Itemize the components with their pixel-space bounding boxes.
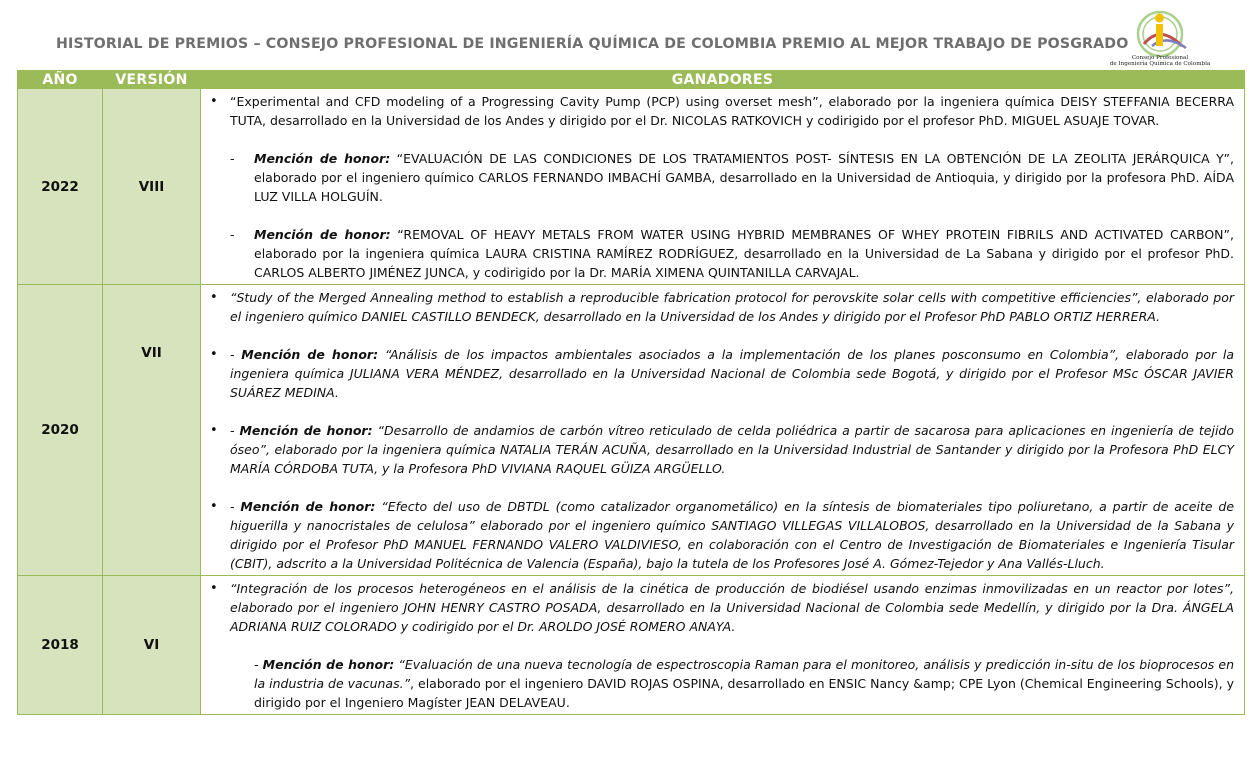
logo-caption: Consejo Profesional de Ingeniería Química de Colombia	[1109, 55, 1211, 68]
table-row	[18, 576, 1245, 715]
honor-entry: - Mención de honor: “REMOVAL OF HEAVY METALS FROM WATER USING HYBRID MEMBRANES OF WHEY PROTEIN FIBRILS AND ACTIVATED CARBON”, elaborado por la ingeniera química LAURA CRISTINA RAMÍREZ RODRÍGUEZ, desarrollado en la Universidad de La Sabana y dirigido por el profesor PhD. CARLOS ALBERTO JIMÉNEZ JUNCA, y codirigido por la Dr. MARÍA XIMENA QUINTANILLA CARVAJAL.	[230, 227, 1234, 280]
honor-entry: • - Mención de honor: “Análisis de los impactos ambientales asociados a la implementación de los planes posconsumo en Colombia”, elaborado por la ingeniera química JULIANA VERA MÉNDEZ, desarrollado en la Universidad Nacional de Colombia sede Bogotá, y dirigido por el Profesor MSc ÓSCAR JAVIER SUÁREZ MEDINA.	[207, 345, 1234, 402]
honor-label: Mención de honor:	[254, 151, 391, 166]
winners-cell	[201, 285, 1245, 576]
honor-entry: • - Mención de honor: “Desarrollo de andamios de carbón vítreo reticulado de celda poliédrica a partir de sacarosa para aplicaciones en ingeniería de tejido óseo”, elaborado por la ingeniera química NATALIA TERÁN ACUÑA, desarrollado en la Universidad Industrial de Santander y dirigido por la Profesora PhD ELCY MARÍA CÓRDOBA TUTA, y la Profesora PhD VIVIANA RAQUEL GÜIZA ARGÜELLO.	[207, 421, 1234, 478]
column-header-winners: GANADORES	[201, 71, 1245, 89]
version-cell: VI	[103, 576, 201, 715]
winner-entry: • “Study of the Merged Annealing method to establish a reproducible fabrication protocol for perovskite solar cells with competitive efficiencies”, elaborado por el ingeniero químico DANIEL CASTILLO BENDECK, desarrollado en la Universidad de los Andes y dirigido por el Profesor PhD PABLO ORTIZ HERRERA.	[207, 288, 1234, 326]
column-header-version: VERSIÓN	[103, 71, 201, 89]
version-cell: VIII	[103, 89, 201, 285]
honor-label: Mención de honor:	[254, 227, 391, 242]
year-cell: 2018	[18, 576, 103, 715]
honor-label: Mención de honor:	[239, 423, 373, 438]
awards-table	[17, 70, 1245, 715]
table-header-row	[18, 71, 1245, 89]
year-cell: 2020	[18, 285, 103, 576]
year-cell: 2022	[18, 89, 103, 285]
table-row	[18, 285, 1245, 576]
winner-entry: • “Integración de los procesos heterogéneos en el análisis de la cinética de producción de biodiésel usando enzimas inmovilizadas en un reactor por lotes”, elaborado por el ingeniero JOHN HENRY CASTRO POSADA, desarrollado en la Universidad Nacional de Colombia sede Medellín, y dirigido por la Dra. ÁNGELA ADRIANA RUIZ COLORADO y codirigido por el Dr. AROLDO JOSÉ ROMERO ANAYA.	[207, 579, 1234, 636]
winner-entry: • “Experimental and CFD modeling of a Progressing Cavity Pump (PCP) using overset mesh”, elaborado por la ingeniera química DEISY STEFFANIA BECERRA TUTA, desarrollado en la Universidad de los Andes y dirigido por el Dr. NICOLAS RATKOVICH y codirigido por el profesor PhD. MIGUEL ASUAJE TOVAR.	[207, 92, 1234, 130]
honor-label: Mención de honor:	[262, 657, 395, 672]
version-cell: VII	[103, 285, 201, 576]
table-row	[18, 89, 1245, 285]
honor-entry: - Mención de honor: “EVALUACIÓN DE LAS CONDICIONES DE LOS TRATAMIENTOS POST- SÍNTESIS EN LA OBTENCIÓN DE LA ZEOLITA JERÁRQUICA Y”, elaborado por el ingeniero químico CARLOS FERNANDO IMBACHÍ GAMBA, desarrollado en la Universidad de Antioquia, y dirigido por la profesora PhD. AÍDA LUZ VILLA HOLGUÍN.	[230, 151, 1235, 204]
honor-entry: • - Mención de honor: “Efecto del uso de DBTDL (como catalizador organometálico) en la síntesis de biomateriales tipo poliuretano, a partir de aceite de higuerilla y nanocristales de celulosa” elaborado por el ingeniero químico SANTIAGO VILLEGAS VILLALOBOS, desarrollado en la Universidad de la Sabana y dirigido por el Profesor PhD MANUEL FERNANDO VALERO VALDIVIESO, en colaboración con el Centro de Investigación de Biomateriales e Ingeniería Tisular (CBIT), adscrito a la Universidad Politécnica de Valencia (España), bajo la tutela de los Profesores José A. Gómez-Tejedor y Ana Vallés-Lluch.	[207, 497, 1234, 573]
honor-entry: - Mención de honor: “Evaluación de una nueva tecnología de espectroscopia Raman para el monitoreo, análisis y predicción in-situ de los bioprocesos en la industria de vacunas.”, elaborado por el ingeniero DAVID ROJAS OSPINA, desarrollado en ENSIC Nancy &amp; CPE Lyon (Chemical Engineering Schools), y dirigido por el Ingeniero Magíster JEAN DELAVEAU.	[254, 657, 1234, 710]
column-header-year: AÑO	[18, 71, 103, 89]
honor-label: Mención de honor:	[240, 499, 376, 514]
honor-label: Mención de honor:	[241, 347, 379, 362]
winners-cell	[201, 576, 1245, 715]
winners-cell	[201, 89, 1245, 285]
page-title: HISTORIAL DE PREMIOS – CONSEJO PROFESIONAL DE INGENIERÍA QUÍMICA DE COLOMBIA PREMIO AL MEJOR TRABAJO DE POSGRADO	[56, 36, 1129, 52]
